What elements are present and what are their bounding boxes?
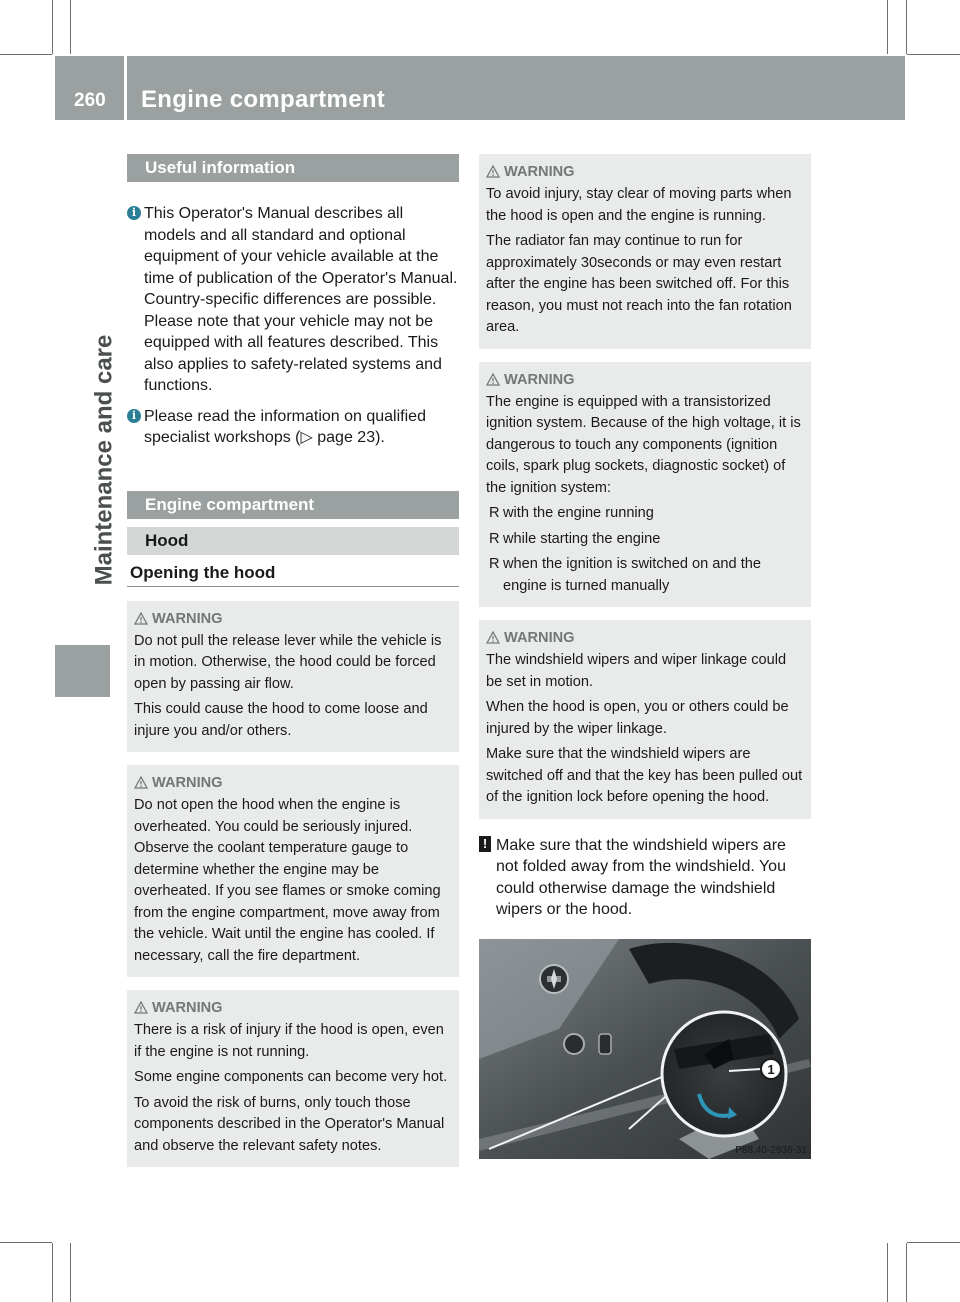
list-item: [486, 503, 804, 525]
warning-header: [134, 998, 452, 1020]
chapter-tab-marker: [55, 645, 110, 697]
crop-mark: [0, 54, 52, 55]
bullet-icon: R: [489, 530, 500, 547]
page-number: 260: [74, 90, 106, 111]
list-item-text: when the ignition is switched on and the engine is turned manually: [503, 556, 761, 594]
right-column: [479, 154, 811, 1159]
info-icon: i: [127, 206, 141, 220]
crop-mark: [52, 0, 53, 54]
left-column: [127, 154, 459, 1167]
warning-triangle-icon: [486, 373, 500, 386]
warning-label: WARNING: [152, 775, 223, 791]
page-title: Engine compartment: [141, 86, 386, 113]
warning-header: [486, 162, 804, 184]
warning-text: The windshield wipers and wiper linkage could be set in motion.: [486, 652, 787, 690]
warning-header: [486, 628, 804, 650]
warning-label: WARNING: [152, 610, 223, 627]
hood-release-illustration: [479, 939, 811, 1159]
bullet-icon: R: [489, 505, 500, 521]
warning-triangle-icon: [134, 1001, 148, 1014]
warning-text: The radiator fan may continue to run for approximately 30seconds or may even restart after the engine has been switched off. For this reason, you must not reach into the fan rotation area.: [486, 233, 792, 335]
warning-text: Do not pull the release lever while the vehicle is in motion. Otherwise, the hood could be forced open by passing air flow.: [134, 632, 442, 692]
warning-list: [486, 503, 804, 597]
info-text: This Operator's Manual describes all models and all standard and optional equipment of your vehicle available at the time of publication of the Operator's Manual. Country-specific differences are possible. Please note that your vehicle may not be equipped with all features described. This also applies to safety-related systems and functions.: [144, 205, 458, 394]
procedure-heading: Opening the hood: [127, 555, 459, 587]
crop-mark: [906, 1243, 907, 1302]
info-icon: i: [127, 409, 141, 423]
warning-text: The engine is equipped with a transistorized ignition system. Because of the high voltage, it is dangerous to touch any components (ignition coils, spark plug sockets, diagnostic socket) of the ignition system:: [486, 393, 801, 496]
warning-triangle-icon: [486, 631, 500, 644]
header-divider: [124, 56, 127, 120]
hood-release-figure: [479, 939, 811, 1159]
crop-mark: [907, 1242, 960, 1243]
crop-mark: [887, 0, 888, 54]
info-item: [127, 406, 459, 449]
warning-box: [127, 990, 459, 1167]
warning-header: [134, 609, 452, 631]
warning-box: [479, 620, 811, 819]
warning-text: This could cause the hood to come loose and injure you and/or others.: [134, 701, 428, 739]
crop-mark: [887, 1243, 888, 1302]
warning-triangle-icon: [486, 165, 500, 178]
figure-caption: P88.40-2936-31: [735, 1144, 807, 1156]
warning-label: WARNING: [504, 164, 575, 180]
warning-label: WARNING: [152, 1000, 223, 1016]
list-item-text: while starting the engine: [503, 530, 661, 547]
bullet-icon: R: [489, 556, 500, 572]
warning-text: There is a risk of injury if the hood is open, even if the engine is not running.: [134, 1022, 444, 1060]
crop-mark: [70, 1243, 71, 1302]
warning-triangle-icon: [134, 776, 148, 789]
warning-triangle-icon: [134, 612, 148, 625]
info-item: [127, 203, 459, 397]
warning-text: To avoid the risk of burns, only touch those components described in the Operator's Manual and observe the relevant safety notes.: [134, 1094, 445, 1154]
crop-mark: [0, 1242, 52, 1243]
exclamation-icon: !: [479, 836, 491, 852]
warning-text: When the hood is open, you or others could be injured by the wiper linkage.: [486, 699, 789, 737]
caution-note: [479, 835, 811, 921]
list-item: [486, 529, 804, 551]
info-text: Please read the information on qualified specialist workshops (▷ page 23).: [144, 407, 426, 446]
list-item-text: with the engine running: [503, 505, 654, 521]
list-item: [486, 554, 804, 597]
crop-mark: [52, 1243, 53, 1302]
crop-mark: [70, 0, 71, 54]
crop-mark: [906, 0, 907, 54]
warning-box: [127, 601, 459, 753]
warning-box: [479, 154, 811, 349]
warning-header: [134, 773, 452, 795]
warning-label: WARNING: [504, 371, 575, 388]
useful-info-title: Useful information: [127, 154, 459, 182]
subsection-title: Hood: [127, 527, 459, 555]
warning-label: WARNING: [504, 630, 575, 646]
callout-number: 1: [767, 1061, 775, 1077]
chapter-side-label-text: Maintenance and care: [90, 334, 118, 586]
warning-box: [127, 765, 459, 977]
warning-header: [486, 370, 804, 392]
warning-text: Some engine components can become very hot.: [134, 1069, 448, 1085]
warning-box: [479, 362, 811, 608]
warning-text: Make sure that the windshield wipers are switched off and that the key has been pulled out of the ignition lock before opening the hood.: [486, 746, 803, 805]
warning-text: Do not open the hood when the engine is overheated. You could be seriously injured. Observe the coolant temperature gauge to determine whether the engine may be overheated. If you see flames or smoke coming from the engine compartment, move away from the vehicle. Wait until the engine has cooled. If necessary, call the fire department.: [134, 797, 441, 964]
caution-note-text: Make sure that the windshield wipers are not folded away from the windshield. You could otherwise damage the windshield wipers or the hood.: [496, 836, 786, 918]
section-title: Engine compartment: [127, 491, 459, 519]
warning-text: To avoid injury, stay clear of moving parts when the hood is open and the engine is running.: [486, 186, 792, 224]
crop-mark: [907, 54, 960, 55]
chapter-side-label: [76, 280, 132, 640]
